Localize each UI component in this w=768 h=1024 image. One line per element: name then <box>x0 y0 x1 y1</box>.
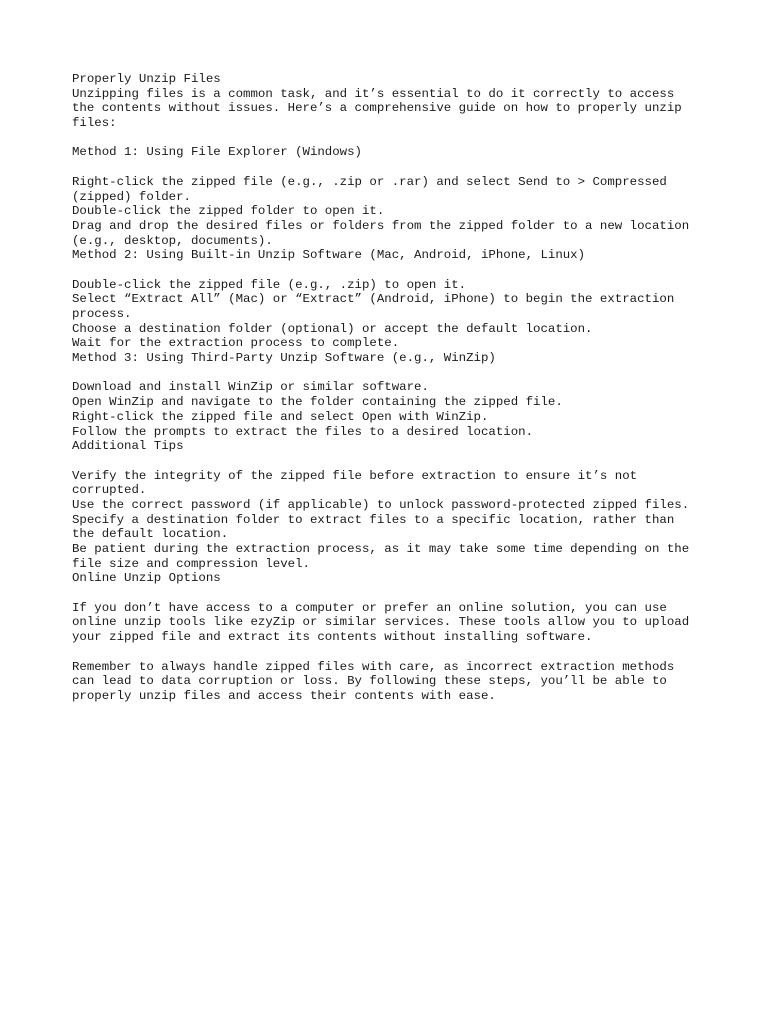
method3-line: Open WinZip and navigate to the folder containing the zipped file. <box>72 395 563 410</box>
blank-line <box>72 131 712 146</box>
method3-line: Download and install WinZip or similar software. <box>72 380 429 395</box>
intro-line: Unzipping files is a common task, and it’s essential to do it correctly to access <box>72 86 675 101</box>
method2-line: Double-click the zipped file (e.g., .zip) to open it. <box>72 277 467 292</box>
blank-line <box>72 586 712 601</box>
tips-heading: Additional Tips <box>72 439 184 454</box>
online-line: If you don’t have access to a computer or prefer an online solution, you can use <box>72 600 667 615</box>
online-line: online unzip tools like ezyZip or similar services. These tools allow you to upload <box>72 615 690 630</box>
method1-line: (e.g., desktop, documents). <box>72 233 273 248</box>
tips-line: the default location. <box>72 527 229 542</box>
document-title: Properly Unzip Files <box>72 72 221 86</box>
method3-heading: Method 3: Using Third-Party Unzip Software (e.g., WinZip) <box>72 351 496 366</box>
document-page <box>72 72 712 704</box>
tips-line: Verify the integrity of the zipped file before extraction to ensure it’s not <box>72 468 638 483</box>
method1-line: (zipped) folder. <box>72 189 191 204</box>
method2-line: Select “Extract All” (Mac) or “Extract” (Android, iPhone) to begin the extraction <box>72 292 675 307</box>
blank-line <box>72 454 712 469</box>
tips-line: Be patient during the extraction process, as it may take some time depending on the <box>72 542 690 556</box>
closing-line: can lead to data corruption or loss. By following these steps, you’ll be able to <box>72 674 667 689</box>
intro-line: the contents without issues. Here’s a comprehensive guide on how to properly unzip <box>72 101 682 116</box>
online-heading: Online Unzip Options <box>72 571 221 586</box>
method1-line: Double-click the zipped folder to open it. <box>72 204 385 219</box>
tips-line: Specify a destination folder to extract files to a specific location, rather than <box>72 512 675 527</box>
method2-line: process. <box>72 307 132 321</box>
method1-line: Right-click the zipped file (e.g., .zip or .rar) and select Send to > Compressed <box>72 174 667 189</box>
method3-line: Right-click the zipped file and select Open with WinZip. <box>72 409 489 424</box>
blank-line <box>72 366 712 381</box>
closing-line: properly unzip files and access their contents with ease. <box>72 688 496 703</box>
intro-line: files: <box>72 116 117 131</box>
method2-line: Choose a destination folder (optional) or accept the default location. <box>72 321 593 336</box>
blank-line <box>72 263 712 278</box>
method1-heading: Method 1: Using File Explorer (Windows) <box>72 145 362 160</box>
method2-heading: Method 2: Using Built-in Unzip Software (Mac, Android, iPhone, Linux) <box>72 248 586 263</box>
method2-line: Wait for the extraction process to complete. <box>72 336 400 351</box>
tips-line: file size and compression level. <box>72 556 310 571</box>
blank-line <box>72 160 712 175</box>
tips-line: corrupted. <box>72 483 147 498</box>
tips-line: Use the correct password (if applicable) to unlock password-protected zipped files. <box>72 497 690 512</box>
online-line: your zipped file and extract its contents without installing software. <box>72 630 593 645</box>
method1-line: Drag and drop the desired files or folders from the zipped folder to a new location <box>72 218 690 233</box>
closing-line: Remember to always handle zipped files with care, as incorrect extraction methods <box>72 659 675 674</box>
blank-line <box>72 645 712 660</box>
method3-line: Follow the prompts to extract the files to a desired location. <box>72 424 534 439</box>
